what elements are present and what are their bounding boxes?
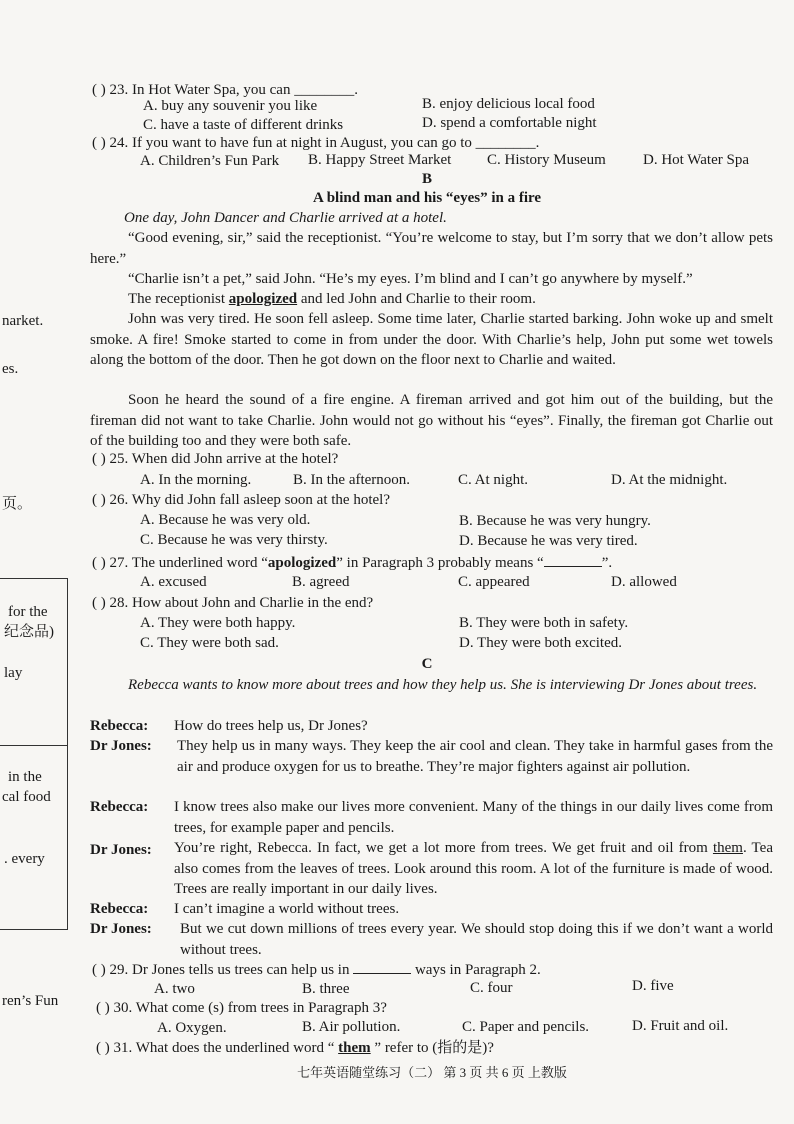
option-b: B. Because he was very hungry. (459, 513, 651, 529)
option-d: D. Because he was very tired. (459, 533, 638, 549)
option-a: A. excused (140, 574, 207, 590)
option-d: D. allowed (611, 574, 677, 590)
option-b: B. Happy Street Market (308, 152, 452, 168)
question-stem: ( ) 29. Dr Jones tells us trees can help us in ways in Paragraph 2. (92, 962, 541, 978)
page-footer: 七年英语随堂练习（二） 第 3 页 共 6 页 上教版 (297, 1065, 567, 1080)
speaker: Dr Jones: (90, 738, 152, 754)
section-c-intro: Rebecca wants to know more about trees and how they help us. She is interviewing Dr Jones about trees. (128, 677, 758, 693)
option-a: A. They were both happy. (140, 615, 296, 631)
underlined-word: them (712, 840, 743, 856)
speaker: Rebecca: (90, 901, 149, 917)
paragraph-2: “Charlie isn’t a pet,” said John. “He’s my eyes. I’m blind and I can’t go anywhere by myself.” (128, 271, 693, 287)
dialogue-line: Rebecca: I can’t imagine a world without trees. (90, 899, 773, 919)
section-letter: B (421, 171, 432, 187)
bleed-text: lay (4, 665, 23, 681)
option-c: C. have a taste of different drinks (143, 117, 344, 133)
bleed-text: for the (8, 604, 48, 620)
option-c: C. four (470, 980, 513, 996)
option-d: D. At the midnight. (611, 472, 728, 488)
answer-blank (353, 961, 411, 974)
speaker: Dr Jones: (90, 842, 152, 858)
bleed-text: in the (8, 769, 42, 785)
option-a: A. two (154, 981, 195, 997)
bleed-text: es. (2, 361, 19, 377)
option-d: D. five (632, 978, 674, 994)
passage-title: A blind man and his “eyes” in a fire (312, 190, 542, 206)
option-b: B. Air pollution. (302, 1019, 401, 1035)
underlined-word: them (338, 1040, 371, 1056)
option-a: A. Because he was very old. (140, 512, 311, 528)
answer-blank (544, 554, 602, 567)
question-stem: ( ) 24. If you want to have fun at night in August, you can go to ________. (92, 135, 540, 151)
bleed-text: 纪念品) (4, 624, 54, 640)
option-b: B. three (302, 981, 350, 997)
option-c: C. Paper and pencils. (462, 1019, 590, 1035)
bleed-text: . every (4, 851, 45, 867)
option-d: D. spend a comfortable night (422, 115, 597, 131)
option-c: C. Because he was very thirsty. (140, 532, 328, 548)
option-c: C. At night. (458, 472, 529, 488)
dialogue-line: Dr Jones: They help us in many ways. They keep the air cool and clean. They take in harmful gases from the air and produce oxygen for us to breathe. They’re major fighters against air pollution. (90, 738, 773, 775)
bleed-text: ren’s Fun (2, 993, 59, 1009)
option-b: B. enjoy delicious local food (422, 96, 595, 112)
option-a: A. buy any souvenir you like (143, 98, 318, 114)
question-stem: ( ) 25. When did John arrive at the hotel? (92, 451, 339, 467)
question-stem: ( ) 27. The underlined word “apologized” in Paragraph 3 probably means “ ”. (92, 555, 613, 571)
option-c: C. They were both sad. (140, 635, 279, 651)
dialogue-line: Rebecca: I know trees also make our lives more convenient. Many of the things in our daily lives come from trees, for example paper and pencils. (90, 799, 773, 836)
option-a: A. Oxygen. (157, 1020, 227, 1036)
section-letter: C (421, 656, 433, 672)
question-stem: ( ) 28. How about John and Charlie in the end? (92, 595, 374, 611)
question-stem: ( ) 31. What does the underlined word “ them ” refer to (指的是)? (96, 1040, 494, 1056)
paragraph-4: John was very tired. He soon fell asleep. Some time later, Charlie started barking. John woke up and smelt smoke. A fire! Smoke started to come in from under the door. With Charlie’s help, John put some wet towels along the bottom of the door. Then he got down on the floor next to Charlie and waited. (90, 311, 773, 368)
dialogue-line: Rebecca: How do trees help us, Dr Jones? (90, 716, 773, 736)
option-d: D. Hot Water Spa (643, 152, 749, 168)
dialogue-line: Dr Jones: You’re right, Rebecca. In fact, we get a lot more from trees. We get fruit and oil from them. Tea also comes from the leaves of trees. Look around this room. A lot of the furniture is made of wood. Trees are really important in our daily lives. (90, 840, 773, 897)
option-c: C. History Museum (487, 152, 606, 168)
speaker: Rebecca: (90, 799, 149, 815)
passage-intro: One day, John Dancer and Charlie arrived at a hotel. (124, 210, 447, 226)
option-a: A. In the morning. (140, 472, 252, 488)
option-d: D. Fruit and oil. (632, 1018, 729, 1034)
option-b: B. In the afternoon. (293, 472, 411, 488)
option-b: B. agreed (292, 574, 350, 590)
speaker: Dr Jones: (90, 921, 152, 937)
option-d: D. They were both excited. (459, 635, 623, 651)
option-a: A. Children’s Fun Park (140, 153, 280, 169)
question-stem: ( ) 23. In Hot Water Spa, you can ________. (92, 82, 358, 98)
speaker: Rebecca: (90, 718, 149, 734)
paragraph-1: “Good evening, sir,” said the receptionist. “You’re welcome to stay, but I’m sorry that we don’t allow pets here.” (90, 230, 773, 267)
question-stem: ( ) 30. What come (s) from trees in Paragraph 3? (96, 1000, 387, 1016)
option-b: B. They were both in safety. (459, 615, 629, 631)
bleed-text: narket. (2, 313, 44, 329)
underlined-word: apologized (228, 291, 298, 307)
bleed-box-divider (0, 745, 67, 746)
dialogue-line: Dr Jones: But we cut down millions of trees every year. We should stop doing this if we don’t want a world without trees. (90, 921, 773, 958)
question-stem: ( ) 26. Why did John fall asleep soon at the hotel? (92, 492, 390, 508)
paragraph-5: Soon he heard the sound of a fire engine. A fireman arrived and got him out of the building, but the fireman did not want to take Charlie. John would not go without his “eyes”. Finally, the fireman got Charlie out of the building too and they were both safe. (90, 392, 773, 449)
bleed-text: cal food (2, 789, 51, 805)
option-c: C. appeared (458, 574, 530, 590)
bleed-text: 页。 (2, 496, 33, 512)
paragraph-3: The receptionist apologized and led John and Charlie to their room. (128, 291, 536, 307)
